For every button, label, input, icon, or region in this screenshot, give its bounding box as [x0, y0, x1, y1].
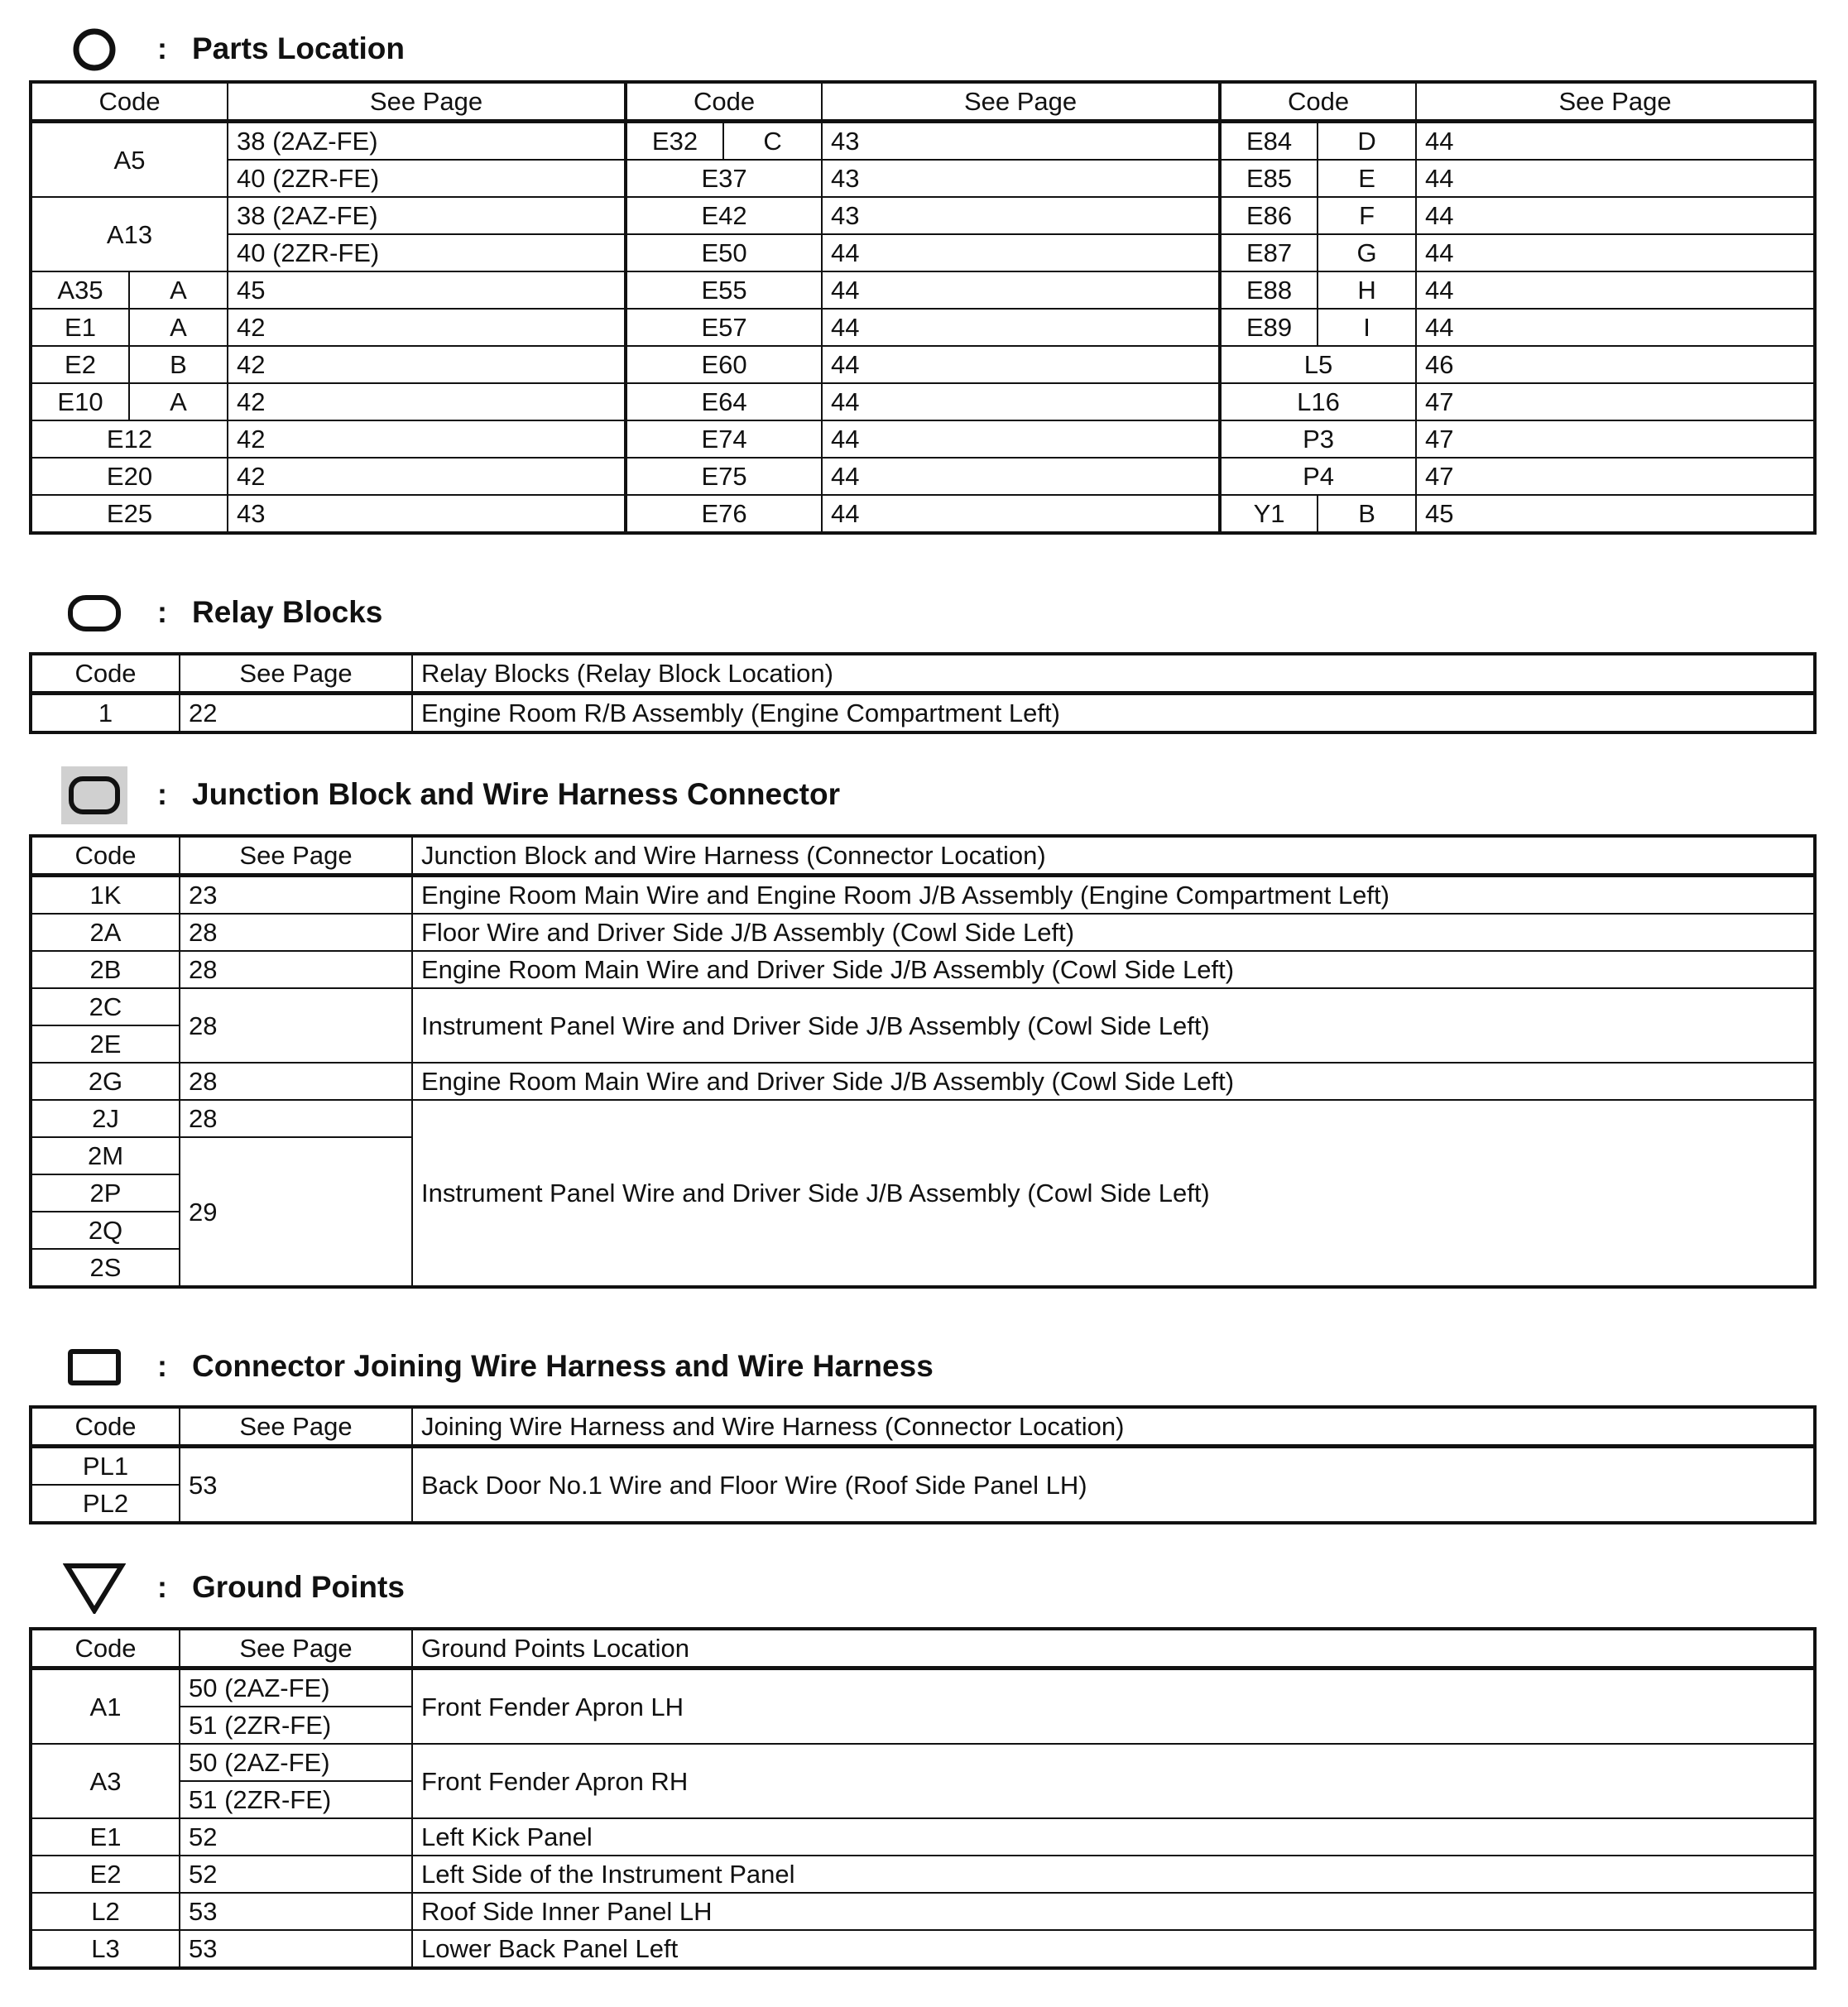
- see-page: 44: [1416, 271, 1814, 309]
- part-sub-code: G: [1318, 234, 1416, 271]
- part-code: L5: [1220, 346, 1416, 383]
- code: PL2: [31, 1485, 180, 1522]
- code: 1: [31, 694, 180, 732]
- part-code: P3: [1220, 420, 1416, 458]
- part-code: E75: [626, 458, 822, 495]
- see-page: 44: [822, 271, 1220, 309]
- code-header: Code: [31, 1408, 180, 1447]
- part-code: E12: [31, 420, 228, 458]
- part-code: E20: [31, 458, 228, 495]
- see-page: 38 (2AZ-FE): [228, 122, 626, 161]
- table-row: [31, 1100, 1814, 1137]
- description: Engine Room Main Wire and Driver Side J/B Assembly (Cowl Side Left): [412, 951, 1814, 988]
- header-row: [31, 837, 1814, 876]
- table-row: [31, 951, 1814, 988]
- see-page: 51 (2ZR-FE): [180, 1781, 412, 1818]
- parts-location-table: [31, 82, 1815, 533]
- code: 2B: [31, 951, 180, 988]
- part-sub-code: I: [1318, 309, 1416, 346]
- header-row: [31, 1408, 1814, 1447]
- see-page: 42: [228, 309, 626, 346]
- code: PL1: [31, 1447, 180, 1486]
- table-row: [31, 694, 1814, 732]
- see-page: 22: [180, 694, 412, 732]
- part-code: E1: [31, 309, 129, 346]
- see-page: 40 (2ZR-FE): [228, 234, 626, 271]
- see-page: 51 (2ZR-FE): [180, 1707, 412, 1744]
- see-page: 52: [180, 1856, 412, 1893]
- description: Floor Wire and Driver Side J/B Assembly (Cowl Side Left): [412, 914, 1814, 951]
- see-page-header: See Page: [180, 655, 412, 694]
- table-row: [31, 197, 1814, 234]
- part-code: E25: [31, 495, 228, 532]
- code-header: Code: [626, 83, 822, 122]
- part-sub-code: B: [129, 346, 228, 383]
- table-row: [31, 160, 1814, 197]
- connector-joining-table: [31, 1407, 1815, 1523]
- part-code: E89: [1220, 309, 1318, 346]
- parts-location-header: [0, 25, 1848, 74]
- see-page: 42: [228, 383, 626, 420]
- table-row: [31, 122, 1814, 161]
- part-code: E37: [626, 160, 822, 197]
- part-sub-code: H: [1318, 271, 1416, 309]
- table-row: [31, 420, 1814, 458]
- code: 2S: [31, 1249, 180, 1286]
- table-row: [31, 234, 1814, 271]
- part-code: P4: [1220, 458, 1416, 495]
- see-page: 44: [822, 458, 1220, 495]
- see-page: 53: [180, 1447, 412, 1523]
- ground-location: Left Side of the Instrument Panel: [412, 1856, 1814, 1893]
- see-page-header: See Page: [180, 1630, 412, 1668]
- table-row: [31, 1668, 1814, 1707]
- part-code: E84: [1220, 122, 1318, 161]
- description-header: Joining Wire Harness and Wire Harness (Connector Location): [412, 1408, 1814, 1447]
- ground-points-table: [31, 1629, 1815, 1968]
- ground-code: E1: [31, 1818, 180, 1856]
- part-code: E88: [1220, 271, 1318, 309]
- table-row: [31, 271, 1814, 309]
- code-header: Code: [31, 655, 180, 694]
- table-row: [31, 1744, 1814, 1781]
- ground-location: Front Fender Apron LH: [412, 1668, 1814, 1745]
- part-code: E87: [1220, 234, 1318, 271]
- rectangle-icon: [61, 1342, 127, 1392]
- see-page: 44: [1416, 234, 1814, 271]
- description: Back Door No.1 Wire and Floor Wire (Roof Side Panel LH): [412, 1447, 1814, 1523]
- shaded-rounded-rect-icon: [61, 766, 127, 824]
- connector-joining-header: [0, 1342, 1848, 1392]
- see-page: 44: [822, 309, 1220, 346]
- table-row: [31, 914, 1814, 951]
- see-page: 28: [180, 914, 412, 951]
- see-page-header: See Page: [180, 1408, 412, 1447]
- part-code: E64: [626, 383, 822, 420]
- relay-blocks-table: [31, 654, 1815, 732]
- description: Engine Room R/B Assembly (Engine Compartment Left): [412, 694, 1814, 732]
- description: Instrument Panel Wire and Driver Side J/B Assembly (Cowl Side Left): [412, 1100, 1814, 1286]
- code-header: Code: [31, 837, 180, 876]
- ground-code: L2: [31, 1893, 180, 1930]
- description-header: Ground Points Location: [412, 1630, 1814, 1668]
- ground-location: Left Kick Panel: [412, 1818, 1814, 1856]
- code: 2J: [31, 1100, 180, 1137]
- see-page: 47: [1416, 420, 1814, 458]
- part-code: E60: [626, 346, 822, 383]
- part-code: E86: [1220, 197, 1318, 234]
- part-code: E50: [626, 234, 822, 271]
- part-sub-code: B: [1318, 495, 1416, 532]
- code-header: Code: [1220, 83, 1416, 122]
- see-page-header: See Page: [822, 83, 1220, 122]
- ground-code: L3: [31, 1930, 180, 1967]
- table-row: [31, 383, 1814, 420]
- part-code: E76: [626, 495, 822, 532]
- table-row: [31, 1447, 1814, 1486]
- code: 2G: [31, 1063, 180, 1100]
- part-sub-code: D: [1318, 122, 1416, 161]
- part-code: E32: [626, 122, 723, 161]
- part-code: A5: [31, 122, 228, 198]
- colon: :: [157, 777, 167, 811]
- header-row: [31, 83, 1814, 122]
- header-row: [31, 1630, 1814, 1668]
- junction-blocks-table: [31, 836, 1815, 1287]
- see-page: 45: [228, 271, 626, 309]
- circle-icon: [61, 25, 127, 74]
- see-page: 44: [822, 495, 1220, 532]
- see-page: 42: [228, 346, 626, 383]
- see-page-header: See Page: [1416, 83, 1814, 122]
- ground-code: A3: [31, 1744, 180, 1818]
- ground-points-header: [0, 1563, 1848, 1613]
- see-page: 28: [180, 1100, 412, 1137]
- part-sub-code: F: [1318, 197, 1416, 234]
- code: 2A: [31, 914, 180, 951]
- see-page-header: See Page: [228, 83, 626, 122]
- code: 2C: [31, 988, 180, 1025]
- section-title: Parts Location: [192, 31, 405, 65]
- see-page: 52: [180, 1818, 412, 1856]
- colon: :: [157, 595, 167, 629]
- part-code: Y1: [1220, 495, 1318, 532]
- ground-location: Front Fender Apron RH: [412, 1744, 1814, 1818]
- see-page: 43: [822, 197, 1220, 234]
- part-sub-code: A: [129, 309, 228, 346]
- ground-location: Roof Side Inner Panel LH: [412, 1893, 1814, 1930]
- code: 2E: [31, 1025, 180, 1063]
- part-code: E55: [626, 271, 822, 309]
- see-page: 43: [822, 122, 1220, 161]
- see-page: 53: [180, 1893, 412, 1930]
- ground-location: Lower Back Panel Left: [412, 1930, 1814, 1967]
- colon: :: [157, 1349, 167, 1383]
- part-code: L16: [1220, 383, 1416, 420]
- colon: :: [157, 31, 167, 65]
- see-page: 42: [228, 420, 626, 458]
- table-row: [31, 988, 1814, 1025]
- code: 1K: [31, 876, 180, 915]
- see-page: 47: [1416, 458, 1814, 495]
- see-page: 44: [822, 420, 1220, 458]
- code: 2P: [31, 1174, 180, 1212]
- section-title: Junction Block and Wire Harness Connector: [192, 777, 840, 811]
- description: Engine Room Main Wire and Driver Side J/B Assembly (Cowl Side Left): [412, 1063, 1814, 1100]
- see-page: 44: [822, 234, 1220, 271]
- see-page: 38 (2AZ-FE): [228, 197, 626, 234]
- see-page: 50 (2AZ-FE): [180, 1668, 412, 1707]
- see-page: 43: [822, 160, 1220, 197]
- description: Instrument Panel Wire and Driver Side J/B Assembly (Cowl Side Left): [412, 988, 1814, 1063]
- code-header: Code: [31, 1630, 180, 1668]
- see-page: 28: [180, 951, 412, 988]
- triangle-down-icon: [61, 1563, 127, 1613]
- see-page: 42: [228, 458, 626, 495]
- see-page: 43: [228, 495, 626, 532]
- description-header: Junction Block and Wire Harness (Connector Location): [412, 837, 1814, 876]
- table-row: [31, 458, 1814, 495]
- part-code: E57: [626, 309, 822, 346]
- ground-code: A1: [31, 1668, 180, 1745]
- description-header: Relay Blocks (Relay Block Location): [412, 655, 1814, 694]
- part-code: E2: [31, 346, 129, 383]
- see-page: 46: [1416, 346, 1814, 383]
- part-sub-code: A: [129, 383, 228, 420]
- junction-blocks-header: [0, 771, 1848, 820]
- section-title: Relay Blocks: [192, 595, 383, 629]
- see-page: 44: [822, 383, 1220, 420]
- see-page: 40 (2ZR-FE): [228, 160, 626, 197]
- see-page: 44: [1416, 122, 1814, 161]
- part-code: E74: [626, 420, 822, 458]
- section-title: Ground Points: [192, 1570, 405, 1604]
- see-page: 23: [180, 876, 412, 915]
- part-sub-code: C: [723, 122, 822, 161]
- header-row: [31, 655, 1814, 694]
- part-sub-code: A: [129, 271, 228, 309]
- see-page: 28: [180, 988, 412, 1063]
- see-page: 53: [180, 1930, 412, 1967]
- see-page: 44: [1416, 309, 1814, 346]
- section-title: Connector Joining Wire Harness and Wire Harness: [192, 1349, 934, 1383]
- see-page: 50 (2AZ-FE): [180, 1744, 412, 1781]
- description: Engine Room Main Wire and Engine Room J/B Assembly (Engine Compartment Left): [412, 876, 1814, 915]
- see-page: 47: [1416, 383, 1814, 420]
- see-page: 29: [180, 1137, 412, 1286]
- table-row: [31, 1856, 1814, 1893]
- ground-code: E2: [31, 1856, 180, 1893]
- table-row: [31, 1930, 1814, 1967]
- see-page: 44: [1416, 197, 1814, 234]
- colon: :: [157, 1570, 167, 1604]
- code-header: Code: [31, 83, 228, 122]
- see-page: 44: [822, 346, 1220, 383]
- table-row: [31, 1063, 1814, 1100]
- part-code: E10: [31, 383, 129, 420]
- relay-blocks-header: [0, 588, 1848, 638]
- see-page-header: See Page: [180, 837, 412, 876]
- part-code: A13: [31, 197, 228, 271]
- table-row: [31, 309, 1814, 346]
- table-row: [31, 1818, 1814, 1856]
- code: 2M: [31, 1137, 180, 1174]
- part-code: A35: [31, 271, 129, 309]
- part-code: E42: [626, 197, 822, 234]
- table-row: [31, 1893, 1814, 1930]
- code: 2Q: [31, 1212, 180, 1249]
- part-code: E85: [1220, 160, 1318, 197]
- table-row: [31, 495, 1814, 532]
- rounded-rect-icon: [61, 588, 127, 638]
- see-page: 44: [1416, 160, 1814, 197]
- table-row: [31, 876, 1814, 915]
- see-page: 45: [1416, 495, 1814, 532]
- see-page: 28: [180, 1063, 412, 1100]
- table-row: [31, 346, 1814, 383]
- part-sub-code: E: [1318, 160, 1416, 197]
